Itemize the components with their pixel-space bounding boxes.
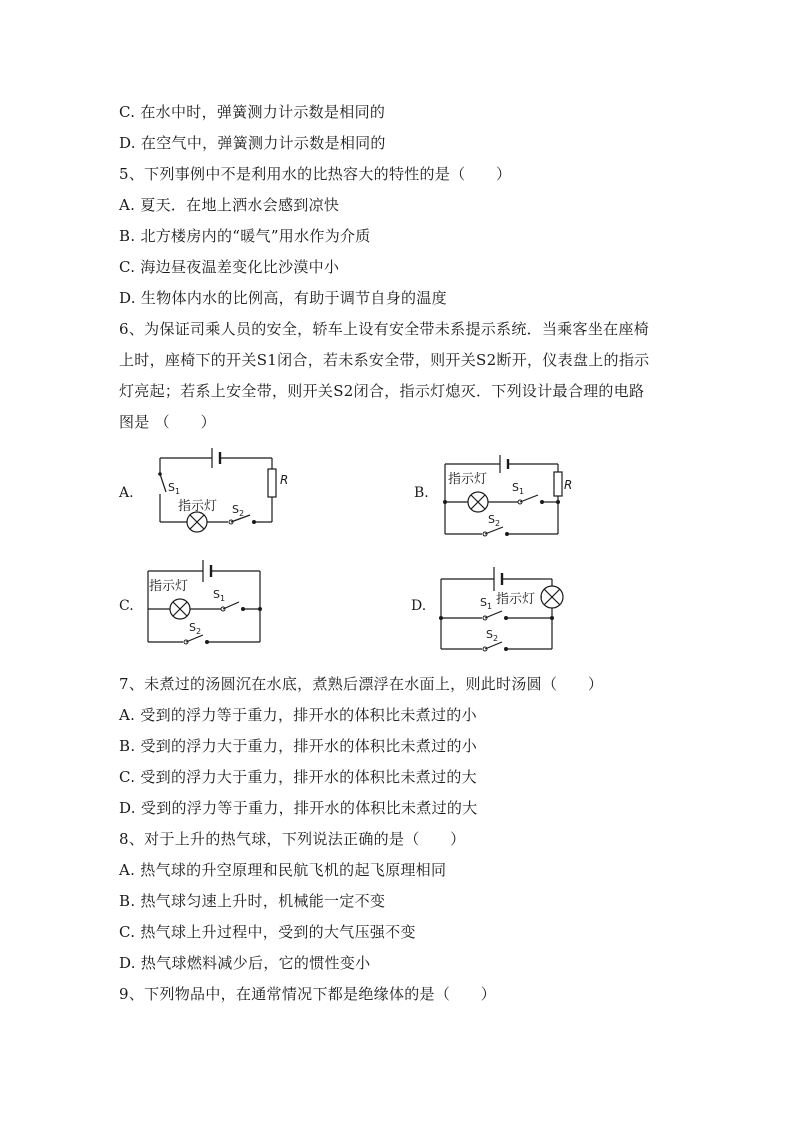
q5-option-b: B. 北方楼房内的“暖气”用水作为介质 bbox=[119, 227, 371, 245]
circuit-b-diagram bbox=[440, 450, 575, 542]
node-dot bbox=[550, 616, 554, 620]
node-dot bbox=[443, 500, 447, 504]
switch-contact bbox=[540, 500, 544, 504]
switch-contact bbox=[205, 640, 209, 644]
q5-option-c: C. 海边昼夜温差变化比沙漠中小 bbox=[119, 258, 340, 276]
q5-option-a: A. 夏天．在地上洒水会感到凉快 bbox=[119, 196, 340, 214]
switch-s1-label: $S_1$ bbox=[512, 481, 525, 496]
circuit-a-diagram bbox=[150, 438, 289, 548]
node-dot bbox=[158, 472, 162, 476]
node-dot bbox=[258, 607, 262, 611]
q6-stem-line-4: 图是 （ ） bbox=[119, 413, 216, 431]
q8-option-d: D. 热气球燃料减少后，它的惯性变小 bbox=[119, 954, 371, 972]
q9-stem: 9、下列物品中，在通常情况下都是绝缘体的是（ ） bbox=[119, 985, 497, 1003]
switch-s2-label: $S_2$ bbox=[486, 628, 499, 643]
resistor-label: R bbox=[280, 473, 289, 487]
q8-option-b: B. 热气球匀速上升时，机械能一定不变 bbox=[119, 892, 386, 910]
node-dot bbox=[556, 500, 560, 504]
switch-s2-label: $S_2$ bbox=[189, 621, 202, 636]
switch-s2-label: $S_2$ bbox=[488, 513, 501, 528]
switch-contact bbox=[252, 520, 256, 524]
switch-contact bbox=[241, 607, 245, 611]
resistor-label: R bbox=[564, 478, 573, 492]
q7-option-c: C. 受到的浮力大于重力，排开水的体积比未煮过的大 bbox=[119, 768, 477, 786]
circuit-c-diagram bbox=[143, 556, 268, 648]
q8-option-a: A. 热气球的升空原理和民航飞机的起飞原理相同 bbox=[119, 861, 447, 879]
lamp-label: 指示灯 bbox=[149, 579, 189, 594]
circuit-b-label: B. bbox=[414, 485, 429, 501]
q4-option-d: D. 在空气中，弹簧测力计示数是相同的 bbox=[119, 134, 386, 152]
lamp-label: 指示灯 bbox=[178, 499, 218, 514]
q7-stem: 7、未煮过的汤圆沉在水底，煮熟后漂浮在水面上，则此时汤圆（ ） bbox=[119, 675, 604, 693]
q6-stem-line-1: 6、为保证司乘人员的安全，轿车上设有安全带未系提示系统．当乘客坐在座椅 bbox=[119, 320, 650, 338]
q6-stem-line-3: 灯亮起；若系上安全带，则开关S2闭合，指示灯熄灭．下列设计最合理的电路 bbox=[119, 382, 645, 400]
node-dot bbox=[439, 616, 443, 620]
lamp-label: 指示灯 bbox=[448, 472, 488, 487]
q6-stem-line-2: 上时，座椅下的开关S1闭合，若未系安全带，则开关S2断开，仪表盘上的指示 bbox=[119, 351, 650, 369]
q4-option-c: C. 在水中时，弹簧测力计示数是相同的 bbox=[119, 103, 386, 121]
circuit-d-diagram bbox=[436, 563, 576, 657]
circuit-d-label: D. bbox=[411, 598, 427, 614]
q7-option-d: D. 受到的浮力等于重力，排开水的体积比未煮过的大 bbox=[119, 799, 478, 817]
q5-stem: 5、下列事例中不是利用水的比热容大的特性的是（ ） bbox=[119, 165, 512, 183]
switch-s1-label: $S_1$ bbox=[480, 596, 493, 611]
q5-option-d: D. 生物体内水的比例高，有助于调节自身的温度 bbox=[119, 289, 447, 307]
circuit-a-label: A. bbox=[119, 485, 134, 501]
switch-s1-label: $S_1$ bbox=[213, 588, 226, 603]
switch-contact bbox=[504, 647, 508, 651]
circuit-c-label: C. bbox=[119, 598, 134, 614]
switch-contact bbox=[505, 532, 509, 536]
switch-s2-label: $S_2$ bbox=[232, 503, 245, 518]
switch-s1-label: $S_1$ bbox=[168, 481, 181, 496]
q7-option-b: B. 受到的浮力大于重力，排开水的体积比未煮过的小 bbox=[119, 737, 478, 755]
q8-stem: 8、对于上升的热气球，下列说法正确的是（ ） bbox=[119, 830, 466, 848]
lamp-label: 指示灯 bbox=[496, 592, 536, 607]
q7-option-a: A. 受到的浮力等于重力，排开水的体积比未煮过的小 bbox=[119, 706, 477, 724]
q8-option-c: C. 热气球上升过程中，受到的大气压强不变 bbox=[119, 923, 416, 941]
switch-contact bbox=[504, 616, 508, 620]
